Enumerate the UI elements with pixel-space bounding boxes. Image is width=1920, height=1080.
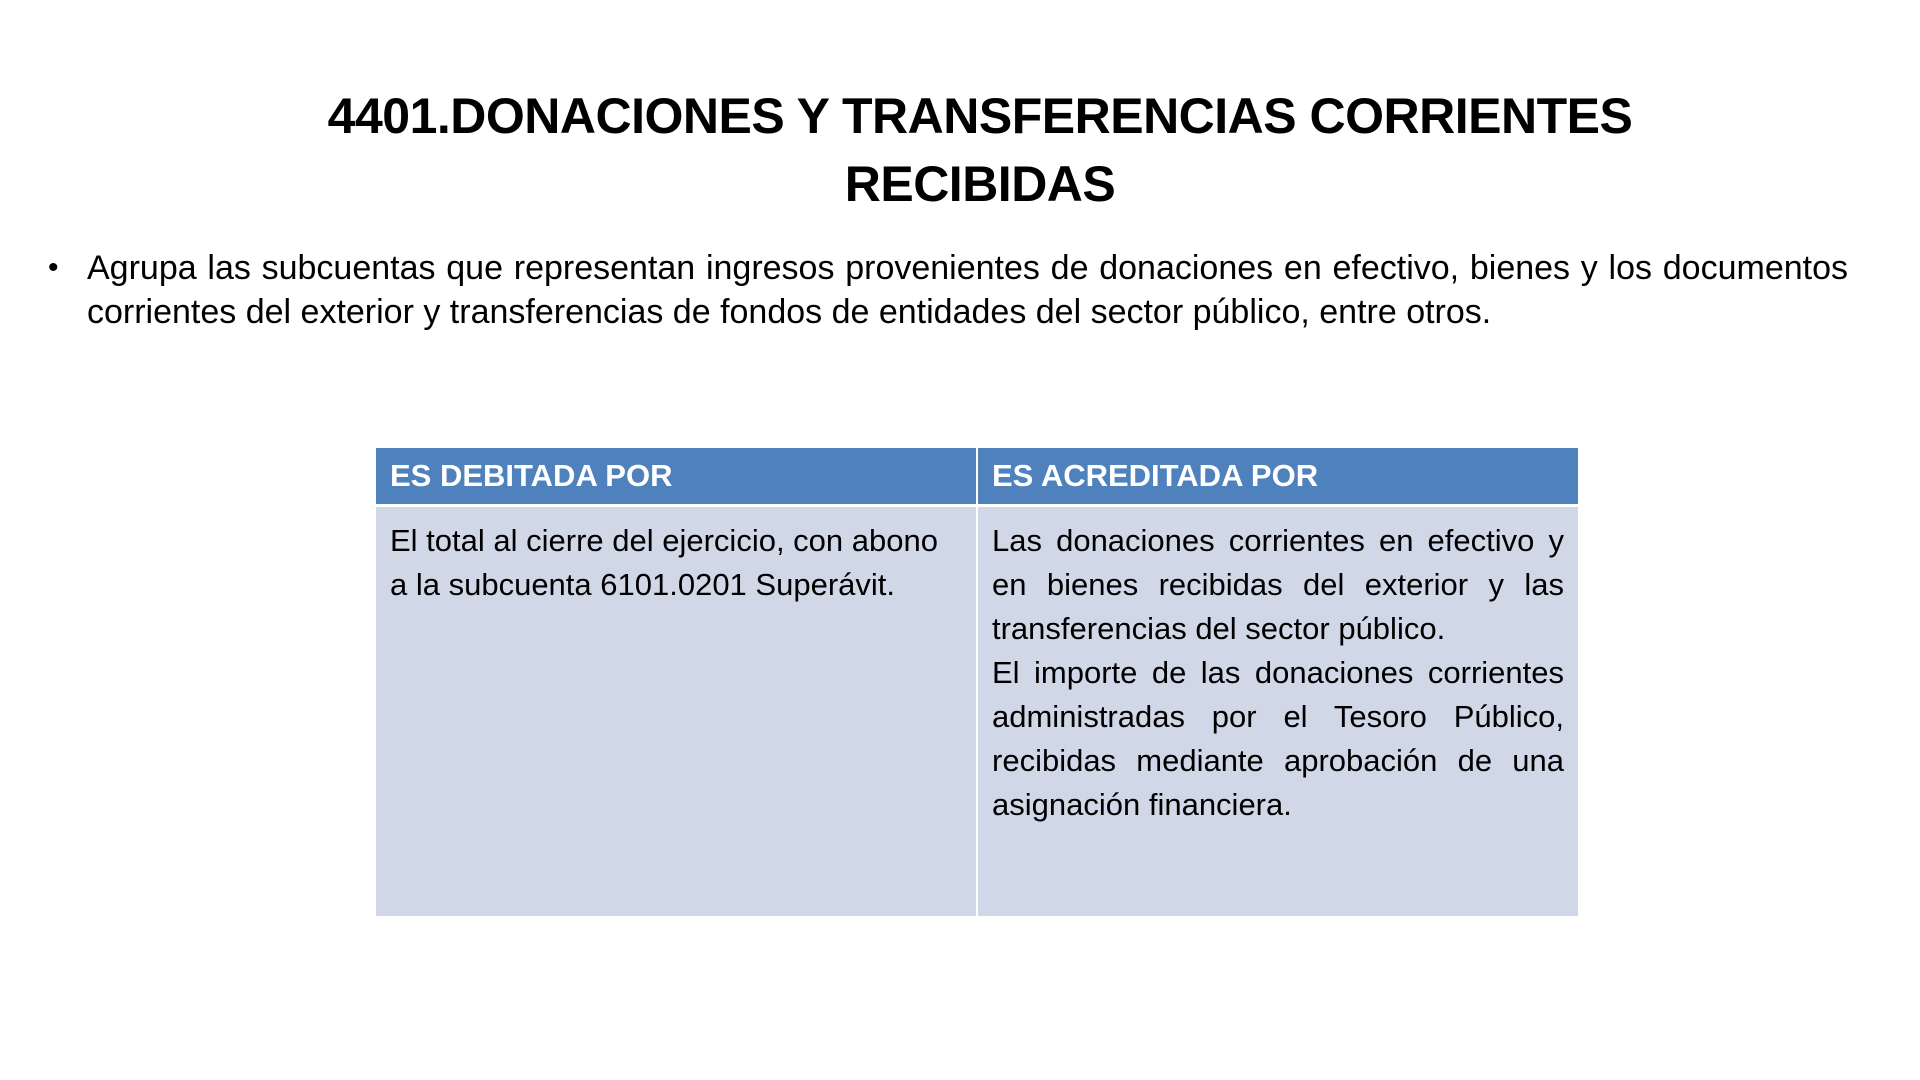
slide-title-line-2: RECIBIDAS (844, 156, 1116, 212)
header-debit: ES DEBITADA POR (376, 448, 977, 506)
cell-credit (977, 506, 1578, 917)
credit-paragraph-1: Las donaciones corrientes en efectivo y en bienes recibidas del exterior y las transferencias del sector público. (992, 523, 1564, 646)
bullet-icon: • (48, 251, 59, 284)
cell-debit (376, 506, 977, 917)
bullet-text: Agrupa las subcuentas que representan ingresos provenientes de donaciones en efectivo, bienes y los documentos corrientes del exterior y transferencias de fondos de entidades del sector público, entre otros. (87, 249, 1848, 331)
slide-title-line-1: 4401.DONACIONES Y TRANSFERENCIAS CORRIENTES (327, 88, 1633, 144)
debit-text: El total al cierre del ejercicio, con abono a la subcuenta 6101.0201 Superávit. (390, 523, 938, 602)
table-row (376, 506, 1578, 917)
table-header-row (376, 448, 1578, 506)
bullet-paragraph (48, 246, 1848, 334)
slide-title (260, 82, 1700, 218)
accounting-table (376, 448, 1578, 916)
credit-paragraph-2: El importe de las donaciones corrientes administradas por el Tesoro Público, recibidas mediante aprobación de una asignación financiera. (992, 655, 1564, 822)
header-credit: ES ACREDITADA POR (977, 448, 1578, 506)
